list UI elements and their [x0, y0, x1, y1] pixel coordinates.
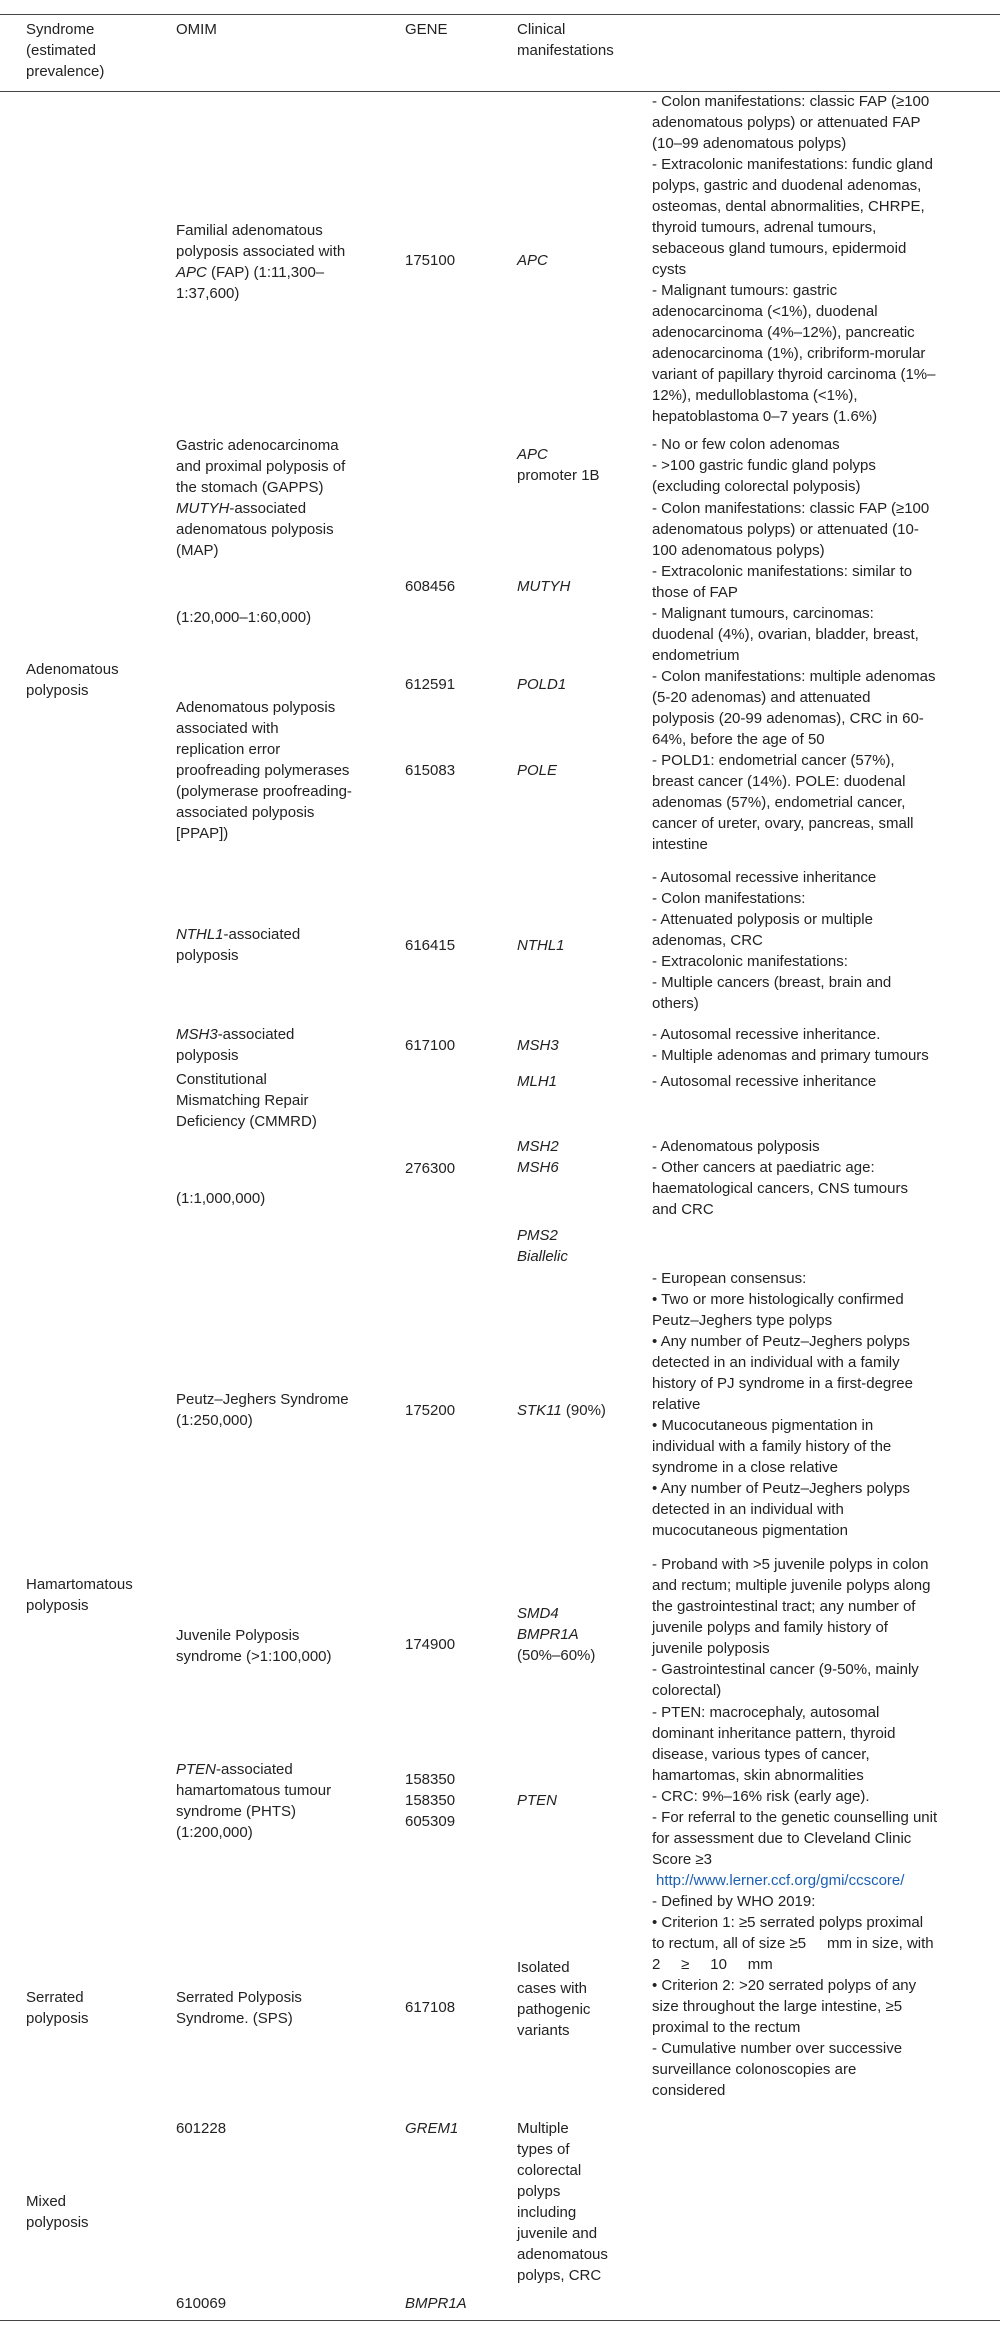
ppap-clinical: - Colon manifestations: multiple adenomas (5-20 adenomas) and attenuated polyposis (20-99 adenomas), CRC in 60- 64%, before the age of 50 - POLD1: endometrial cancer (57%), breast cancer (14%). POLE: duodenal adenomas (57%), endometrial cancer, cancer of ureter, ovary, pancreas, small intestine — [652, 668, 936, 853]
msh3-clinical: - Autosomal recessive inheritance. - Multiple adenomas and primary tumours — [652, 1026, 929, 1064]
table-bottom-rule — [0, 2320, 1000, 2321]
ppap-gene-pold1: POLD1 — [517, 676, 567, 693]
map-clinical: - Colon manifestations: classic FAP (≥100 adenomatous polyps) or attenuated (10- 100 adenomatous polyps) - Extracolonic manifestations: similar to those of FAP - Malignant tumours, carcinomas: duodenal (4%), ovarian, bladder, breast, endometrium — [652, 500, 930, 664]
header-gene: GENE — [405, 21, 448, 38]
cmmrd-gene-pms2: PMS2 Biallelic — [517, 1227, 568, 1265]
header-clinical: Clinical manifestations — [517, 21, 614, 59]
map-gene: MUTYH — [517, 578, 571, 595]
cmmrd-clinical: - Adenomatous polyposis - Other cancers at paediatric age: haematological cancers, CNS tumours and CRC — [652, 1138, 908, 1218]
phts-gene: PTEN — [517, 1792, 558, 1809]
header-syndrome: Syndrome (estimated prevalence) — [26, 21, 105, 80]
mixed-gene-grem1: GREM1 — [405, 2120, 459, 2137]
fap-gene: APC — [517, 252, 548, 269]
nthl1-gene: NTHL1 — [517, 937, 565, 954]
mixed-omim-grem1: 601228 — [176, 2120, 227, 2137]
jps-syndrome: Juvenile Polyposis syndrome (>1:100,000) — [176, 1627, 332, 1665]
cmmrd-gene-mlh1: MLH1 — [517, 1073, 558, 1090]
map-prevalence: (1:20,000–1:60,000) — [176, 609, 312, 626]
group-hamartomatous: Hamartomatous polyposis — [26, 1576, 133, 1614]
map-syndrome: MUTYH-associated adenomatous polyposis (MAP) — [176, 500, 334, 559]
map-omim: 608456 — [405, 578, 456, 595]
mixed-omim-bmpr1a: 610069 — [176, 2295, 227, 2312]
pjs-syndrome: Peutz–Jeghers Syndrome (1:250,000) — [176, 1391, 349, 1429]
sps-omim: 617108 — [405, 1999, 456, 2016]
nthl1-syndrome: NTHL1-associated polyposis — [176, 926, 301, 964]
group-serrated: Serrated polyposis — [26, 1989, 89, 2027]
ppap-gene-pole: POLE — [517, 762, 558, 779]
pjs-gene: STK11 (90%) — [517, 1402, 606, 1419]
group-adenomatous: Adenomatous polyposis — [26, 661, 119, 699]
fap-syndrome: Familial adenomatous polyposis associated with APC (FAP) (1:11,300– 1:37,600) — [176, 222, 346, 302]
jps-clinical: - Proband with >5 juvenile polyps in colon and rectum; multiple juvenile polyps along the gastrointestinal tract; any number of juvenile polyps and family history of juvenile polyposis - Gastrointestinal cancer (9-50%, mainly colorectal) — [652, 1556, 931, 1699]
cmmrd-gene-msh2-msh6: MSH2 MSH6 — [517, 1138, 559, 1176]
ppap-omim-pold1: 612591 — [405, 676, 456, 693]
phts-syndrome: PTEN-associated hamartomatous tumour syndrome (PHTS) (1:200,000) — [176, 1761, 332, 1841]
phts-omim: 158350 158350 605309 — [405, 1771, 456, 1830]
fap-omim: 175100 — [405, 252, 456, 269]
table-top-rule — [0, 14, 1000, 15]
ppap-syndrome: Adenomatous polyposis associated with replication error proofreading polymerases (polymerase proofreading- associated polyposis [PPAP]) — [176, 699, 352, 842]
cmmrd-clinical-inheritance: - Autosomal recessive inheritance — [652, 1073, 877, 1090]
sps-clinical: - Defined by WHO 2019: • Criterion 1: ≥5 serrated polyps proximal to rectum, all of size ≥5 mm in size, with 2 ≥ 10 mm • Criterion 2: >20 serrated polyps of any size throughout the large intestine, ≥5 proximal to the rectum - Cumulative number over successive surveillance colonoscopies are considered — [652, 1893, 934, 2099]
msh3-syndrome: MSH3-associated polyposis — [176, 1026, 295, 1064]
cleveland-score-link[interactable]: http://www.lerner.ccf.org/gmi/ccscore/ — [656, 1872, 905, 1889]
pjs-clinical: - European consensus: • Two or more histologically confirmed Peutz–Jeghers type polyps • Any number of Peutz–Jeghers polyps detected in an individual with a family history of PJ syndrome in a first-degree relative • Mucocutaneous pigmentation in individual with a family history of the syndrome in a close relative • Any number of Peutz–Jeghers polyps detected in an individual with mucocutaneous pigmentation — [652, 1270, 913, 1539]
cmmrd-syndrome: Constitutional Mismatching Repair Deficiency (CMMRD) — [176, 1071, 317, 1130]
header-omim: OMIM — [176, 21, 217, 38]
jps-gene: SMD4 BMPR1A (50%–60%) — [517, 1605, 596, 1664]
ppap-omim-pole: 615083 — [405, 762, 456, 779]
mixed-clinical: Multiple types of colorectal polyps including juvenile and adenomatous polyps, CRC — [517, 2120, 608, 2284]
gapps-clinical: - No or few colon adenomas - >100 gastric fundic gland polyps (excluding colorectal polyposis) — [652, 436, 876, 495]
mixed-gene-bmpr1a: BMPR1A — [405, 2295, 467, 2312]
nthl1-clinical: - Autosomal recessive inheritance - Colon manifestations: - Attenuated polyposis or multiple adenomas, CRC - Extracolonic manifestations: - Multiple cancers (breast, brain and others) — [652, 869, 892, 1012]
group-mixed: Mixed polyposis — [26, 2193, 89, 2231]
phts-clinical: - PTEN: macrocephaly, autosomal dominant inheritance pattern, thyroid disease, various types of cancer, hamartomas, skin abnormalities - CRC: 9%–16% risk (early age). - For referral to the genetic counselling unit for assessment due to Cleveland Clinic Score ≥3 — [652, 1704, 938, 1868]
fap-clinical: - Colon manifestations: classic FAP (≥100 adenomatous polyps) or attenuated FAP (10–99 adenomatous polyps) - Extracolonic manifestations: fundic gland polyps, gastric and duodenal adenomas, osteomas, dental abnormalities, CHRPE, thyroid tumours, adrenal tumours, sebaceous gland tumours, epidermoid cysts - Malignant tumours: gastric adenocarcinoma (<1%), duodenal adenocarcinoma (4%–12%), pancreatic adenocarcinoma (1%), cribriform-morular variant of papillary thyroid carcinoma (1%– 12%), medulloblastoma (<1%), hepatoblastoma 0–7 years (1.6%) — [652, 93, 936, 425]
pjs-omim: 175200 — [405, 1402, 456, 1419]
gapps-gene: APC promoter 1B — [517, 446, 600, 484]
msh3-gene: MSH3 — [517, 1037, 559, 1054]
gapps-syndrome: Gastric adenocarcinoma and proximal polyposis of the stomach (GAPPS) — [176, 437, 346, 496]
jps-omim: 174900 — [405, 1636, 456, 1653]
cmmrd-omim: 276300 — [405, 1160, 456, 1177]
cmmrd-prevalence: (1:1,000,000) — [176, 1190, 266, 1207]
sps-syndrome: Serrated Polyposis Syndrome. (SPS) — [176, 1989, 302, 2027]
nthl1-omim: 616415 — [405, 937, 456, 954]
msh3-omim: 617100 — [405, 1037, 456, 1054]
sps-gene: Isolated cases with pathogenic variants — [517, 1959, 591, 2039]
